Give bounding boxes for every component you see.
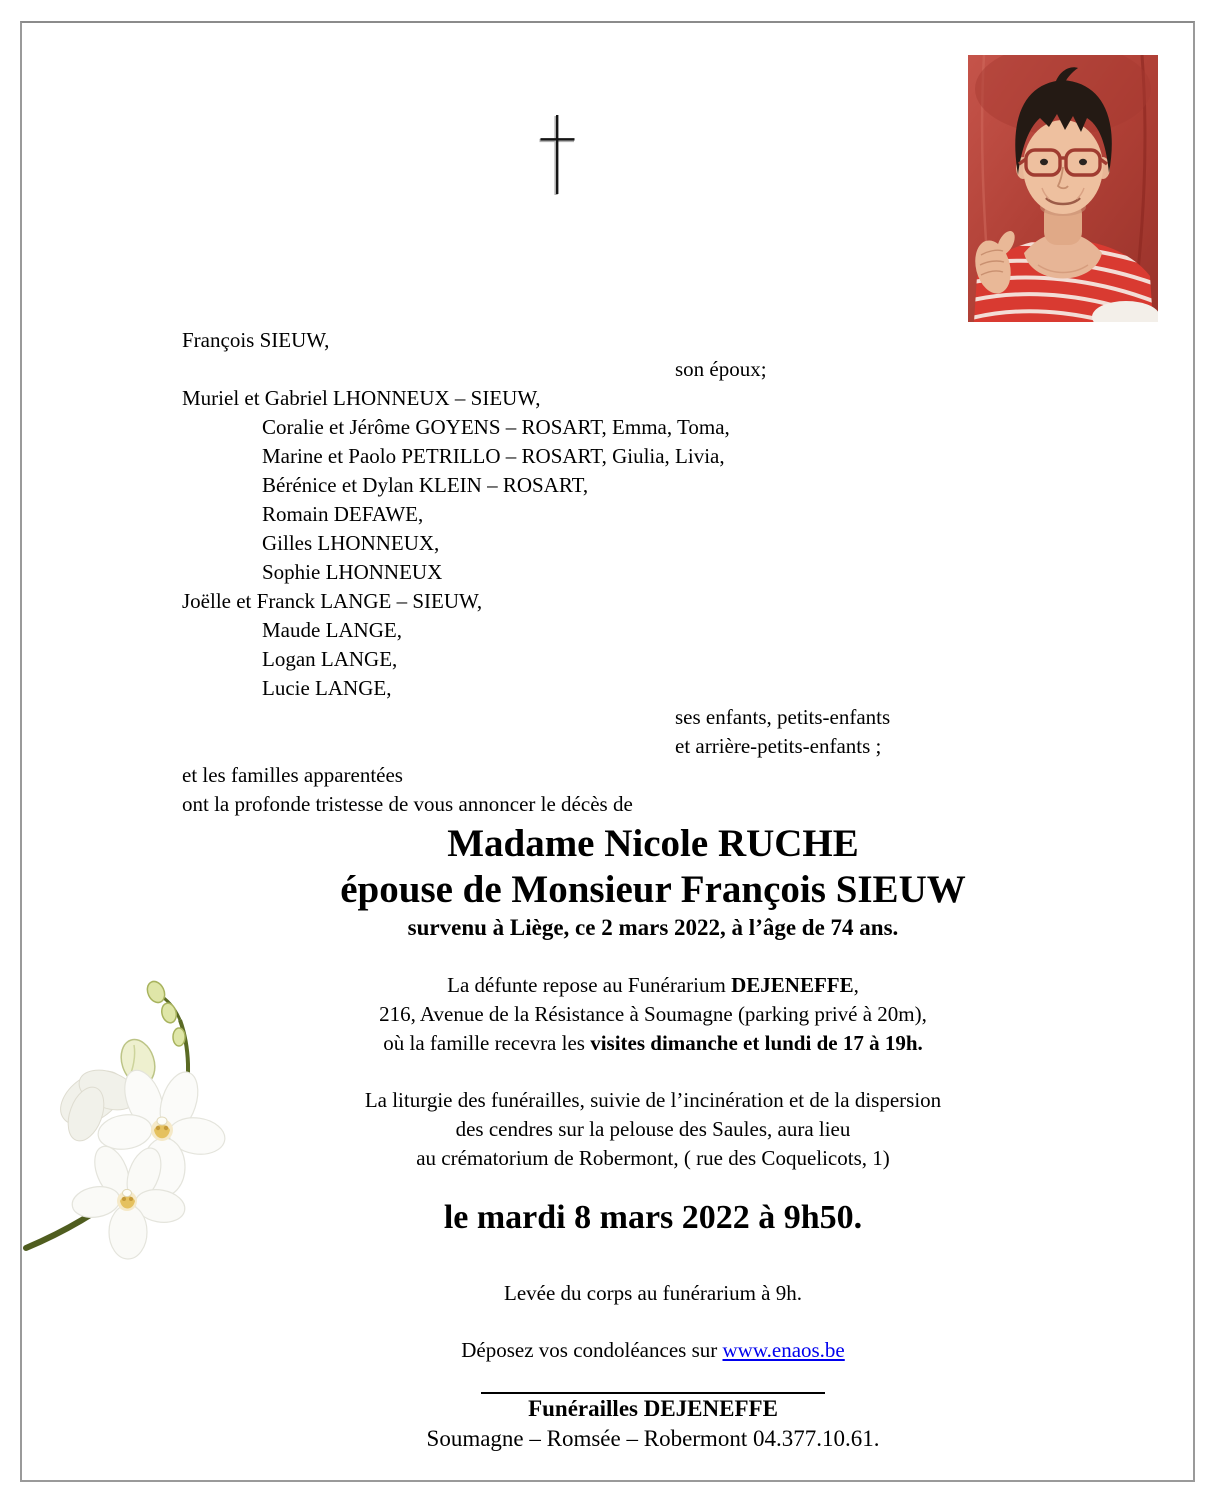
condolences-text: Déposez vos condoléances sur	[461, 1338, 723, 1362]
family-line: Lucie LANGE,	[262, 676, 392, 700]
family-line: Sophie LHONNEUX	[262, 560, 443, 584]
repose-paragraph	[182, 971, 1124, 1058]
levee-line: Levée du corps au funérarium à 9h.	[504, 1281, 802, 1305]
family-line: Coralie et Jérôme GOYENS – ROSART, Emma, Toma,	[262, 415, 730, 439]
family-line: Gilles LHONNEUX,	[262, 531, 440, 555]
family-line: ont la profonde tristesse de vous annoncer le décès de	[182, 792, 633, 816]
family-line: et les familles apparentées	[182, 763, 403, 787]
death-details: survenu à Liège, ce 2 mars 2022, à l’âge de 74 ans.	[407, 915, 899, 940]
family-line: son époux;	[675, 357, 767, 381]
condolences-line	[182, 1336, 1124, 1365]
family-line: Joëlle et Franck LANGE – SIEUW,	[182, 589, 483, 613]
family-line: Muriel et Gabriel LHONNEUX – SIEUW,	[182, 386, 541, 410]
family-line: et arrière-petits-enfants ;	[675, 734, 882, 758]
enaos-link[interactable]: www.enaos.be	[722, 1338, 845, 1362]
ceremony-line-3: au crématorium de Robermont, ( rue des Coquelicots, 1)	[416, 1146, 890, 1170]
ceremony-paragraph	[182, 1086, 1124, 1173]
ceremony-line-1: La liturgie des funérailles, suivie de l’incinération et de la dispersion	[364, 1088, 942, 1112]
funerarium-name: DEJENEFFE	[731, 973, 854, 997]
family-line: Romain DEFAWE,	[262, 502, 424, 526]
deceased-name: Madame Nicole RUCHE	[447, 822, 859, 865]
announcement-text	[182, 326, 1124, 1454]
ceremony-line-2: des cendres sur la pelouse des Saules, aura lieu	[455, 1117, 851, 1141]
family-line: Maude LANGE,	[262, 618, 402, 642]
visit-hours: visites dimanche et lundi de 17 à 19h.	[590, 1031, 923, 1055]
cross-icon	[536, 110, 580, 200]
family-line: François SIEUW,	[182, 328, 330, 352]
deceased-spouse-line: épouse de Monsieur François SIEUW	[340, 868, 966, 911]
repose-line-2: 216, Avenue de la Résistance à Soumagne (parking privé à 20m),	[379, 1002, 927, 1026]
family-line: Marine et Paolo PETRILLO – ROSART, Giulia, Livia,	[262, 444, 725, 468]
funeral-home-name: Funérailles DEJENEFFE	[528, 1396, 778, 1421]
repose-line-1: La défunte repose au Funérarium DEJENEFFE,	[447, 973, 859, 997]
repose-line-3: où la famille recevra les visites dimanche et lundi de 17 à 19h.	[383, 1031, 923, 1055]
family-line: Bérénice et Dylan KLEIN – ROSART,	[262, 473, 589, 497]
portrait-photo	[968, 55, 1158, 322]
family-line: Logan LANGE,	[262, 647, 398, 671]
family-names-block	[182, 326, 1124, 819]
funeral-home-locations: Soumagne – Romsée – Robermont 04.377.10.61.	[426, 1426, 880, 1451]
funeral-date: le mardi 8 mars 2022 à 9h50.	[443, 1199, 863, 1236]
family-line: ses enfants, petits-enfants	[675, 705, 891, 729]
